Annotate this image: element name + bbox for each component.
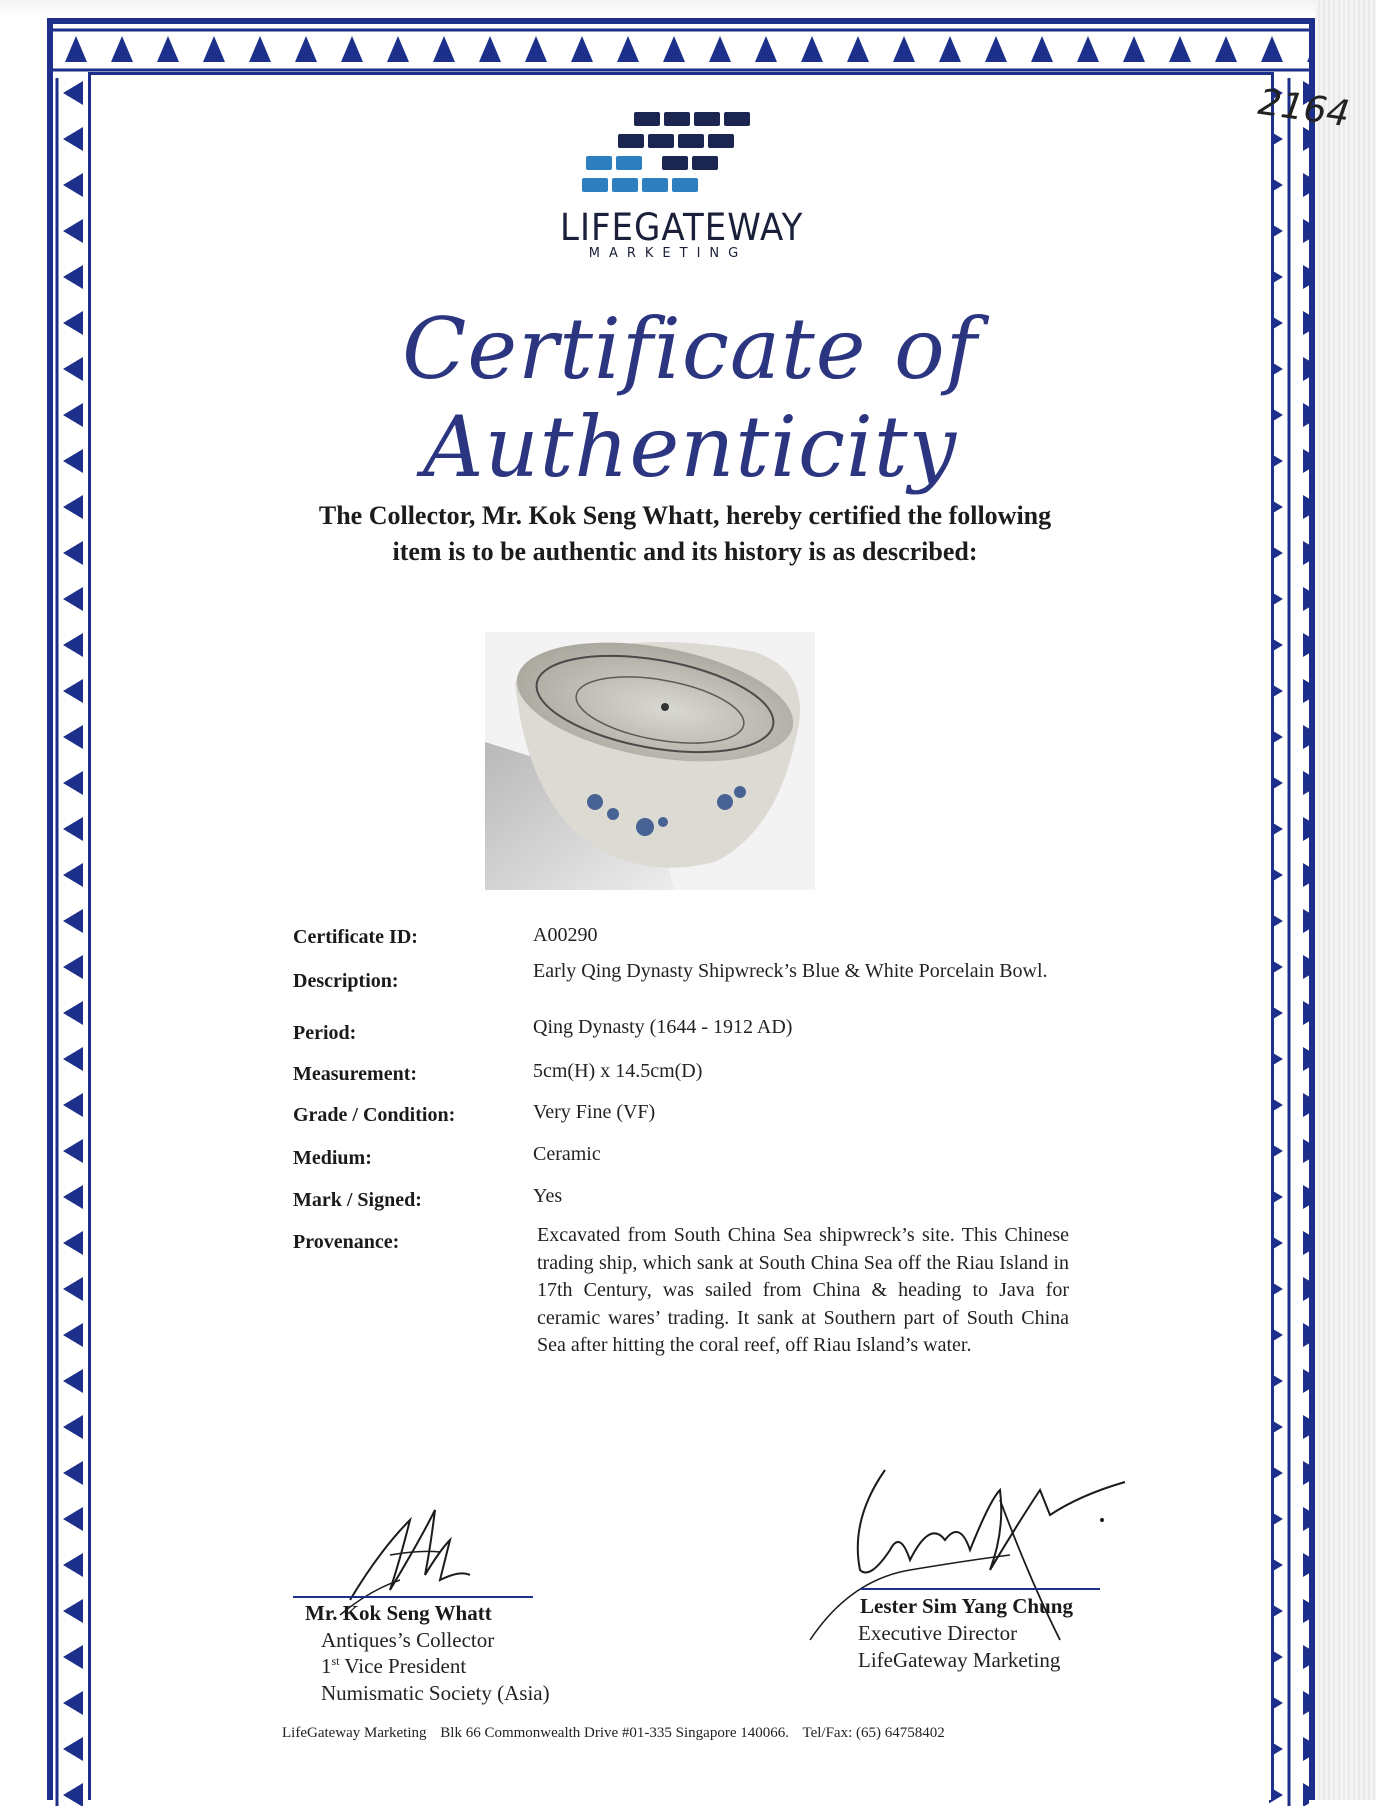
footer-company: LifeGateway Marketing — [282, 1725, 427, 1741]
lifegateway-logo-mark — [582, 112, 752, 204]
footer-contact — [282, 1725, 1102, 1742]
logo-subtitle: MARKETING — [588, 246, 748, 261]
value-period: Qing Dynasty (1644 - 1912 AD) — [533, 1016, 793, 1038]
label-medium: Medium: — [293, 1147, 372, 1169]
value-provenance: Excavated from South China Sea shipwreck’s site. This Chinese trading ship, which sank at South China Sea off the Riau Island in 17th Century, was sailed from China & heading to Java for ceramic wares’ trading. It sank at Southern part of South China Sea after hitting the coral reef, off Riau Island’s water. — [537, 1224, 1069, 1356]
statement-line-2: item is to be authentic and its history is as described: — [392, 537, 978, 566]
value-certificate-id: A00290 — [533, 924, 598, 946]
scan-paper-edge-right — [1315, 0, 1376, 1800]
value-medium: Ceramic — [533, 1143, 601, 1165]
bowl-photo — [485, 632, 815, 890]
signature-line-left — [293, 1596, 533, 1598]
signer-left-role-2-suffix: st — [331, 1654, 340, 1668]
handwritten-reference-number: 2164 — [1255, 81, 1353, 136]
signer-left-role-2-number: 1 — [321, 1654, 332, 1678]
signature-line-right — [860, 1588, 1100, 1590]
value-grade-condition: Very Fine (VF) — [533, 1101, 656, 1123]
signature-kok-seng-whatt — [330, 1480, 500, 1620]
certificate-title: Certificate of Authenticity — [402, 300, 978, 496]
label-description: Description: — [293, 970, 399, 992]
signer-left-role-2-title: Vice President — [339, 1654, 467, 1678]
label-measurement: Measurement: — [293, 1063, 418, 1085]
label-grade-condition: Grade / Condition: — [293, 1104, 456, 1126]
value-mark-signed: Yes — [533, 1185, 563, 1207]
signer-left-role-1: Antiques’s Collector — [321, 1628, 495, 1652]
certification-statement — [260, 498, 1110, 570]
label-certificate-id: Certificate ID: — [293, 926, 418, 948]
label-period: Period: — [293, 1022, 357, 1044]
footer-phone: Tel/Fax: (65) 64758402 — [802, 1725, 945, 1741]
label-provenance: Provenance: — [293, 1231, 400, 1253]
signer-right-role-1: Executive Director — [858, 1621, 1018, 1645]
signer-left-name: Mr. Kok Seng Whatt — [305, 1601, 492, 1625]
label-mark-signed: Mark / Signed: — [293, 1189, 422, 1211]
scan-paper-edge-top — [0, 0, 1376, 16]
signer-right-role-2: LifeGateway Marketing — [858, 1648, 1061, 1672]
value-measurement: 5cm(H) x 14.5cm(D) — [533, 1060, 703, 1082]
value-description: Early Qing Dynasty Shipwreck’s Blue & White Porcelain Bowl. — [533, 960, 1048, 982]
logo-wordmark: LIFEGATEWAY — [560, 206, 804, 250]
signer-left-role-2 — [321, 1654, 466, 1679]
signer-right-name: Lester Sim Yang Chung — [860, 1594, 1073, 1618]
signer-left-role-3: Numismatic Society (Asia) — [321, 1681, 550, 1705]
footer-address: Blk 66 Commonwealth Drive #01-335 Singapore 140066. — [440, 1725, 789, 1741]
statement-line-1: The Collector, Mr. Kok Seng Whatt, hereby certified the following — [318, 501, 1052, 530]
